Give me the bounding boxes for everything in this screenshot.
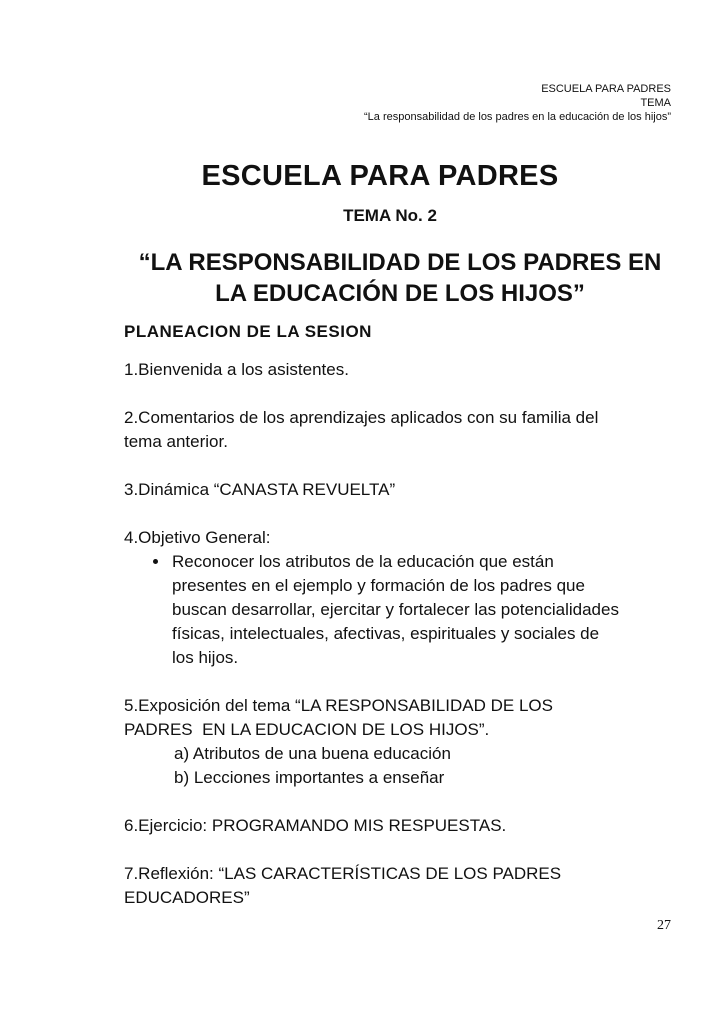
header-line-1: ESCUELA PARA PADRES <box>541 83 671 95</box>
sublist-item: a) Atributos de una buena educación <box>174 744 451 763</box>
objective-line: • Reconocer los atributos de la educación que están <box>172 552 554 571</box>
plan-item-3 <box>124 478 684 502</box>
page-number: 27 <box>657 918 671 933</box>
plan-item-line: tema anterior. <box>124 432 228 451</box>
objective-line: buscan desarrollar, ejercitar y fortalecer las potencialidades <box>172 600 619 619</box>
plan-item-line: 5.Exposición del tema “LA RESPONSABILIDAD DE LOS <box>124 696 553 715</box>
plan-item-6 <box>124 814 684 838</box>
objective-list <box>124 550 684 670</box>
exposition-sublist <box>124 742 684 790</box>
topic-line-2: LA EDUCACIÓN DE LOS HIJOS” <box>215 280 585 307</box>
objective-line: físicas, intelectuales, afectivas, espirituales y sociales de <box>172 624 600 643</box>
plan-item-7 <box>124 862 684 910</box>
session-plan <box>124 320 684 910</box>
running-header <box>364 82 671 124</box>
section-heading: PLANEACION DE LA SESION <box>124 322 372 341</box>
plan-item-2 <box>124 406 684 454</box>
document-title: ESCUELA PARA PADRES <box>201 160 559 192</box>
header-line-3: “La responsabilidad de los padres en la educación de los hijos” <box>364 111 671 123</box>
plan-item-5 <box>124 694 684 790</box>
plan-item-text: 1.Bienvenida a los asistentes. <box>124 360 349 379</box>
plan-item-line: 2.Comentarios de los aprendizajes aplicados con su familia del <box>124 408 599 427</box>
topic-heading <box>0 247 728 309</box>
plan-item-text: 6.Ejercicio: PROGRAMANDO MIS RESPUESTAS. <box>124 816 507 835</box>
plan-item-text: 3.Dinámica “CANASTA REVUELTA” <box>124 480 396 499</box>
plan-item-1 <box>124 358 684 382</box>
plan-item-line: PADRES EN LA EDUCACION DE LOS HIJOS”. <box>124 720 490 739</box>
plan-item-4 <box>124 526 684 670</box>
objective-line: los hijos. <box>172 648 239 667</box>
plan-item-line: 7.Reflexión: “LAS CARACTERÍSTICAS DE LOS PADRES <box>124 864 562 883</box>
sublist-item: b) Lecciones importantes a enseñar <box>174 768 445 787</box>
objective-line: presentes en el ejemplo y formación de los padres que <box>172 576 585 595</box>
document-subtitle: TEMA No. 2 <box>343 206 437 225</box>
plan-item-line: EDUCADORES” <box>124 888 250 907</box>
plan-item-text: 4.Objetivo General: <box>124 528 271 547</box>
objective-bullet <box>170 550 684 670</box>
topic-line-1: “LA RESPONSABILIDAD DE LOS PADRES EN <box>138 249 662 276</box>
header-line-2: TEMA <box>640 97 671 109</box>
